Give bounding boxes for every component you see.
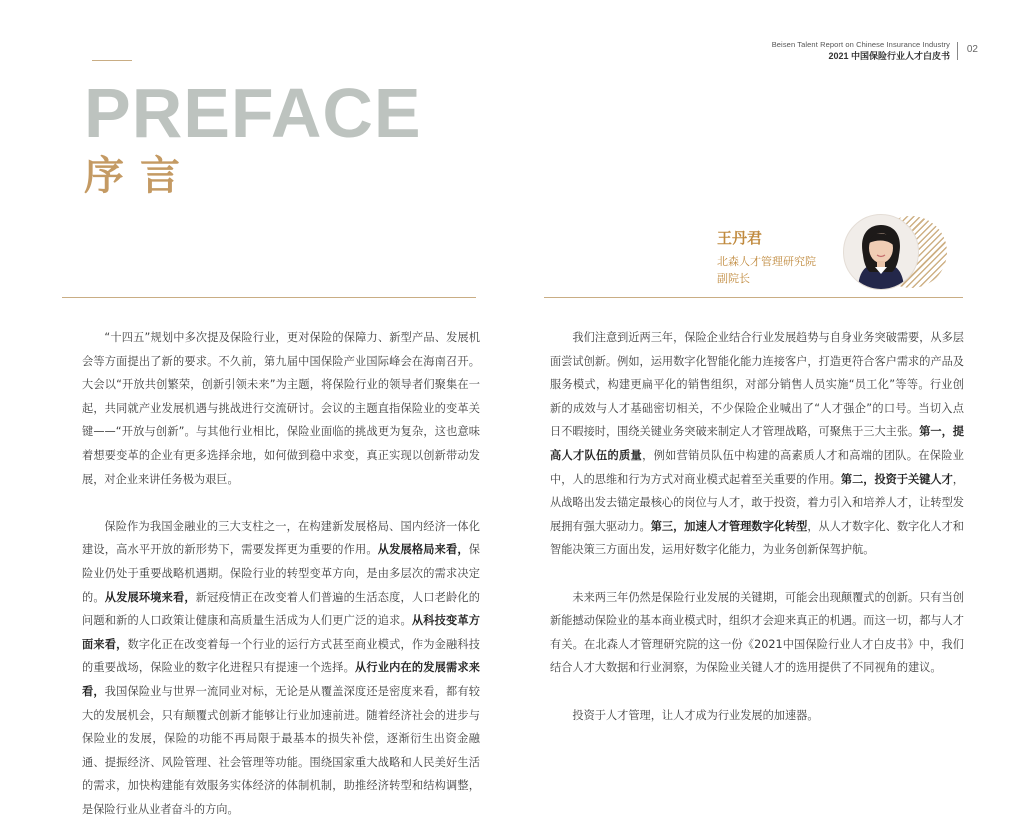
running-header — [772, 40, 950, 62]
author-name: 王丹君 — [717, 229, 763, 247]
body-text: 保险作为我国金融业的三大支柱之一，在构建新发展格局、国内经济一体化建设，高水平开放的新形势下，需要发挥更为重要的作用。 — [82, 519, 480, 557]
right-divider — [544, 297, 963, 298]
body-text: ，例如营销员队伍中构建的高素质人才和高端的团队。在保险业中，人的思维和行为方式对商业模式起着至关重要的作用。 — [550, 448, 964, 486]
author-organization: 北森人才管理研究院 — [717, 255, 816, 268]
right-column — [550, 326, 964, 727]
body-text: 未来两三年仍然是保险行业发展的关键期，可能会出现颠覆式的创新。只有当创新能撼动保险业的基本商业模式时，组织才会迎来真正的机遇。而这一切，都与人才有关。在北森人才管理研究院的这一份《2021中国保险行业人才白皮书》中，我们结合人才大数据和行业洞察，为保险业关键人才的选用提供了不同视角的建议。 — [550, 590, 964, 675]
author-block — [717, 228, 816, 287]
body-text: 保险业仍处于重要战略机遇期。保险行业的转型变革方向，是由多层次的需求决定的。 — [82, 543, 480, 604]
body-text: 我们注意到近两三年，保险企业结合行业发展趋势与自身业务突破需要，从多层面尝试创新。例如，运用数字化智能化能力连接客户，打造更符合客户需求的产品及服务模式，构建更扁平化的销售组织，对部分销售人员实施“员工化”等等。行业创新的成效与人才基础密切相关，不少保险企业喊出了“人才强企”的口号。当切入点日不暇接时，围绕关键业务突破来制定人才管理战略，可聚焦于三大主张。 — [550, 331, 964, 439]
page-title-cn: 序言 — [84, 153, 196, 199]
body-paragraph — [82, 326, 480, 491]
body-text: ，从人才数字化、数字化人才和智能决策三方面出发，运用好数字化能力，为业务创新保驾护航。 — [550, 519, 964, 557]
author-position: 副院长 — [717, 272, 750, 285]
page-number: 02 — [966, 44, 978, 55]
left-divider — [62, 297, 476, 298]
body-text: ，从战略出发去锚定最核心的岗位与人才，敢于投资，着力引入和培养人才，让转型发展拥有强大驱动力。 — [550, 472, 964, 533]
left-column — [82, 326, 480, 821]
emphasis-text: 从发展环境来看， — [104, 590, 196, 604]
body-text: 数字化正在改变着每一个行业的运行方式甚至商业模式，作为金融科技的重要战场，保险业的数字化进程只有提速一个选择。 — [82, 637, 480, 675]
emphasis-text: 第二，投资于关键人才 — [840, 472, 953, 486]
body-paragraph — [550, 326, 964, 562]
body-paragraph — [550, 586, 964, 680]
emphasis-text: 第三，加速人才管理数字化转型 — [650, 519, 808, 533]
body-paragraph — [82, 515, 480, 822]
title-accent-line — [92, 60, 132, 61]
emphasis-text: 从发展格局来看， — [377, 543, 469, 557]
emphasis-text: 从行业内在的发展需求来看， — [82, 661, 480, 698]
body-paragraph — [550, 704, 964, 728]
body-text: “十四五”规划中多次提及保险行业，更对保险的保障力、新型产品、发展机会等方面提出了新的要求。不久前，第九届中国保险产业国际峰会在海南召开。大会以“开放共创繁荣，创新引领未来”为主题，将保险行业的领导者们聚集在一起，共同就产业发展机遇与挑战进行交流研讨。会议的主题直指保险业的变革关键——“开放与创新”。与其他行业相比，保险业面临的挑战更为复杂，这也意味着想要变革的企业有更多选择余地，如何做到稳中求变，真正实现以创新带动发展，对企业来讲任务极为艰巨。 — [82, 331, 480, 486]
author-portrait — [843, 214, 919, 290]
header-subtitle-en: Beisen Talent Report on Chinese Insurance Industry — [771, 40, 950, 49]
header-subtitle-cn: 2021 中国保险行业人才白皮书 — [828, 51, 950, 61]
body-text: 投资于人才管理，让人才成为行业发展的加速器。 — [572, 708, 819, 722]
body-text: 我国保险业与世界一流同业对标，无论是从覆盖深度还是密度来看，都有较大的发展机会，只有颠覆式创新才能够让行业加速前进。随着经济社会的进步与保险业的发展，保险的功能不再局限于最基本的损失补偿，逐渐衍生出资金融通、提振经济、风险管理、社会管理等功能。围绕国家重大战略和人民美好生活的需求，加快构建能有效服务实体经济的体制机制，助推经济转型和结构调整，是保险行业从业者奋斗的方向。 — [82, 684, 480, 816]
author-photo-group — [843, 214, 947, 290]
emphasis-text: 从科技变革方面来看， — [82, 614, 480, 651]
emphasis-text: 第一，提高人才队伍的质量 — [550, 425, 964, 462]
body-text: 新冠疫情正在改变着人们普遍的生活态度，人口老龄化的问题和新的人口政策让健康和高质量生活成为人们更广泛的追求。 — [82, 590, 480, 628]
page-title-en: PREFACE — [84, 74, 422, 152]
header-separator — [957, 42, 958, 60]
